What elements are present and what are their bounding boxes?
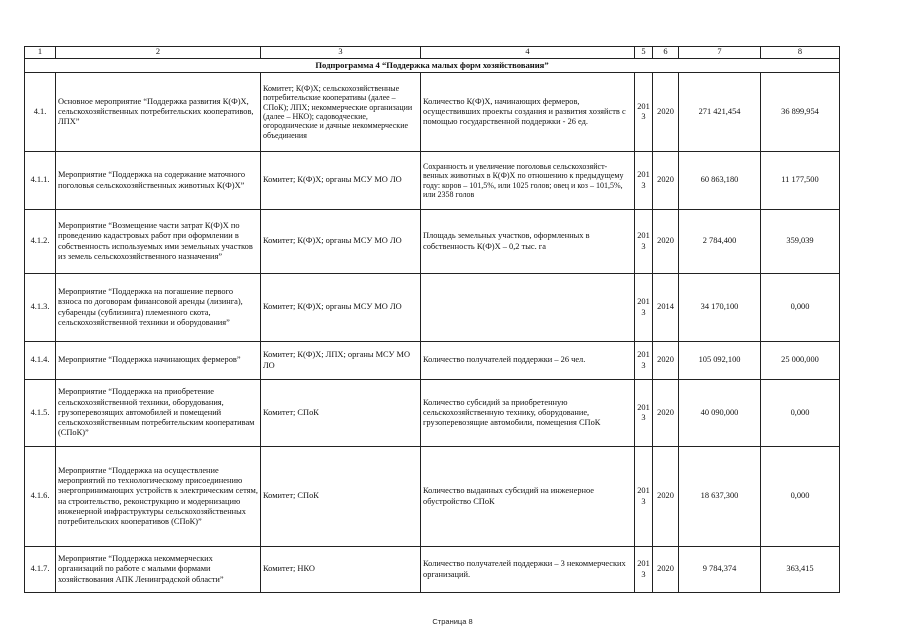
- table-row: [25, 547, 840, 593]
- row-end-year: 2020: [653, 210, 679, 274]
- row-start-year: 2013: [635, 380, 653, 447]
- header-col-3: 3: [261, 47, 421, 59]
- table-row: [25, 380, 840, 447]
- row-end-year: 2014: [653, 274, 679, 342]
- row-indicator: Количество получателей поддержки – 3 некоммерческих организаций.: [421, 547, 635, 593]
- subprogram-title: Подпрограмма 4 “Поддержка малых форм хозяйствования”: [25, 59, 840, 73]
- row-end-year: 2020: [653, 380, 679, 447]
- row-activity: Мероприятие “Поддержка начинающих фермеров”: [56, 342, 261, 380]
- table-row: [25, 73, 840, 152]
- row-start-year: 2013: [635, 73, 653, 152]
- table-row: [25, 274, 840, 342]
- row-start-year: 2013: [635, 342, 653, 380]
- row-indicator: Сохранность и увеличение поголовья сельскохозяйст-венных животных в К(Ф)Х по отношению к предыдущему году: коров – 101,5%, или 1025 голов; овец и коз – 101,5%, или 2358 голов: [421, 152, 635, 210]
- row-executor: Комитет; НКО: [261, 547, 421, 593]
- row-number: 4.1.7.: [25, 547, 56, 593]
- row-executor: Комитет; К(Ф)Х; сельскохозяйственные потребительские кооперативы (далее – СПоК); ЛПХ; некоммерческие организации (далее – НКО); садоводческие, огороднические и дачные некоммерческие объединения: [261, 73, 421, 152]
- row-indicator: [421, 274, 635, 342]
- row-end-year: 2020: [653, 547, 679, 593]
- row-total: 105 092,100: [679, 342, 761, 380]
- row-number: 4.1.4.: [25, 342, 56, 380]
- row-indicator: Количество К(Ф)Х, начинающих фермеров, осуществивших проекты создания и развития хозяйств с помощью государственной поддержки - 26 ед.: [421, 73, 635, 152]
- row-end-year: 2020: [653, 342, 679, 380]
- row-executor: Комитет; К(Ф)Х; ЛПХ; органы МСУ МО ЛО: [261, 342, 421, 380]
- row-start-year: 2013: [635, 274, 653, 342]
- table-row: [25, 152, 840, 210]
- row-number: 4.1.1.: [25, 152, 56, 210]
- row-executor: Комитет; К(Ф)Х; органы МСУ МО ЛО: [261, 274, 421, 342]
- row-number: 4.1.: [25, 73, 56, 152]
- row-executor: Комитет; К(Ф)Х; органы МСУ МО ЛО: [261, 152, 421, 210]
- row-activity: Мероприятие “Поддержка некоммерческих организаций по работе с малыми формами хозяйствования АПК Ленинградской области”: [56, 547, 261, 593]
- row-amount: 25 000,000: [761, 342, 840, 380]
- row-start-year: 2013: [635, 210, 653, 274]
- table-row: [25, 447, 840, 547]
- page-footer: Страница 8: [432, 617, 473, 626]
- table-row: [25, 210, 840, 274]
- header-col-8: 8: [761, 47, 840, 59]
- header-col-1: 1: [25, 47, 56, 59]
- row-indicator: Количество субсидий за приобретенную сельскохозяйственную технику, оборудование, грузоперевозящие автомобили, помещения СПоК: [421, 380, 635, 447]
- row-total: 9 784,374: [679, 547, 761, 593]
- row-executor: Комитет; К(Ф)Х; органы МСУ МО ЛО: [261, 210, 421, 274]
- row-total: 18 637,300: [679, 447, 761, 547]
- header-col-7: 7: [679, 47, 761, 59]
- header-row: [25, 47, 840, 59]
- row-activity: Мероприятие “Поддержка на приобретение сельскохозяйственной техники, оборудования, грузоперевозящих автомобилей и помещений сельскохозяйственным потребительским кооперативам (СПоК)”: [56, 380, 261, 447]
- row-amount: 0,000: [761, 380, 840, 447]
- row-end-year: 2020: [653, 73, 679, 152]
- row-activity: Мероприятие “Возмещение части затрат К(Ф)Х по проведению кадастровых работ при оформлении в собственность используемых ими земельных участков из земель сельскохозяйственного назначения”: [56, 210, 261, 274]
- row-number: 4.1.2.: [25, 210, 56, 274]
- table-row: [25, 342, 840, 380]
- row-amount: 363,415: [761, 547, 840, 593]
- row-end-year: 2020: [653, 152, 679, 210]
- row-indicator: Площадь земельных участков, оформленных в собственность К(Ф)Х – 0,2 тыс. га: [421, 210, 635, 274]
- row-amount: 0,000: [761, 447, 840, 547]
- row-executor: Комитет; СПоК: [261, 447, 421, 547]
- row-activity: Мероприятие “Поддержка на содержание маточного поголовья сельскохозяйственных животных К(Ф)Х”: [56, 152, 261, 210]
- row-total: 40 090,000: [679, 380, 761, 447]
- row-amount: 11 177,500: [761, 152, 840, 210]
- row-start-year: 2013: [635, 152, 653, 210]
- row-activity: Основное мероприятие “Поддержка развития К(Ф)Х, сельскохозяйственных потребительских кооперативов, ЛПХ”: [56, 73, 261, 152]
- header-col-2: 2: [56, 47, 261, 59]
- row-number: 4.1.6.: [25, 447, 56, 547]
- header-col-4: 4: [421, 47, 635, 59]
- row-start-year: 2013: [635, 547, 653, 593]
- header-col-6: 6: [653, 47, 679, 59]
- row-amount: 359,039: [761, 210, 840, 274]
- row-start-year: 2013: [635, 447, 653, 547]
- row-indicator: Количество выданных субсидий на инженерное обустройство СПоК: [421, 447, 635, 547]
- row-amount: 36 899,954: [761, 73, 840, 152]
- row-total: 34 170,100: [679, 274, 761, 342]
- row-number: 4.1.5.: [25, 380, 56, 447]
- program-table: [24, 46, 840, 593]
- subprogram-row: [25, 59, 840, 73]
- row-total: 2 784,400: [679, 210, 761, 274]
- row-total: 271 421,454: [679, 73, 761, 152]
- row-number: 4.1.3.: [25, 274, 56, 342]
- row-activity: Мероприятие “Поддержка на осуществление мероприятий по технологическому присоединению энергопринимающих устройств к электрическим сетям, на строительство, реконструкцию и модернизацию инженерной инфраструктуры сельскохозяйственных потребительских кооперативов (СПоК)”: [56, 447, 261, 547]
- row-end-year: 2020: [653, 447, 679, 547]
- header-col-5: 5: [635, 47, 653, 59]
- row-executor: Комитет; СПоК: [261, 380, 421, 447]
- row-activity: Мероприятие “Поддержка на погашение первого взноса по договорам финансовой аренды (лизинга), субаренды (сублизинга) племенного скота, сельскохозяйственной техники и оборудования”: [56, 274, 261, 342]
- row-total: 60 863,180: [679, 152, 761, 210]
- row-indicator: Количество получателей поддержки – 26 чел.: [421, 342, 635, 380]
- row-amount: 0,000: [761, 274, 840, 342]
